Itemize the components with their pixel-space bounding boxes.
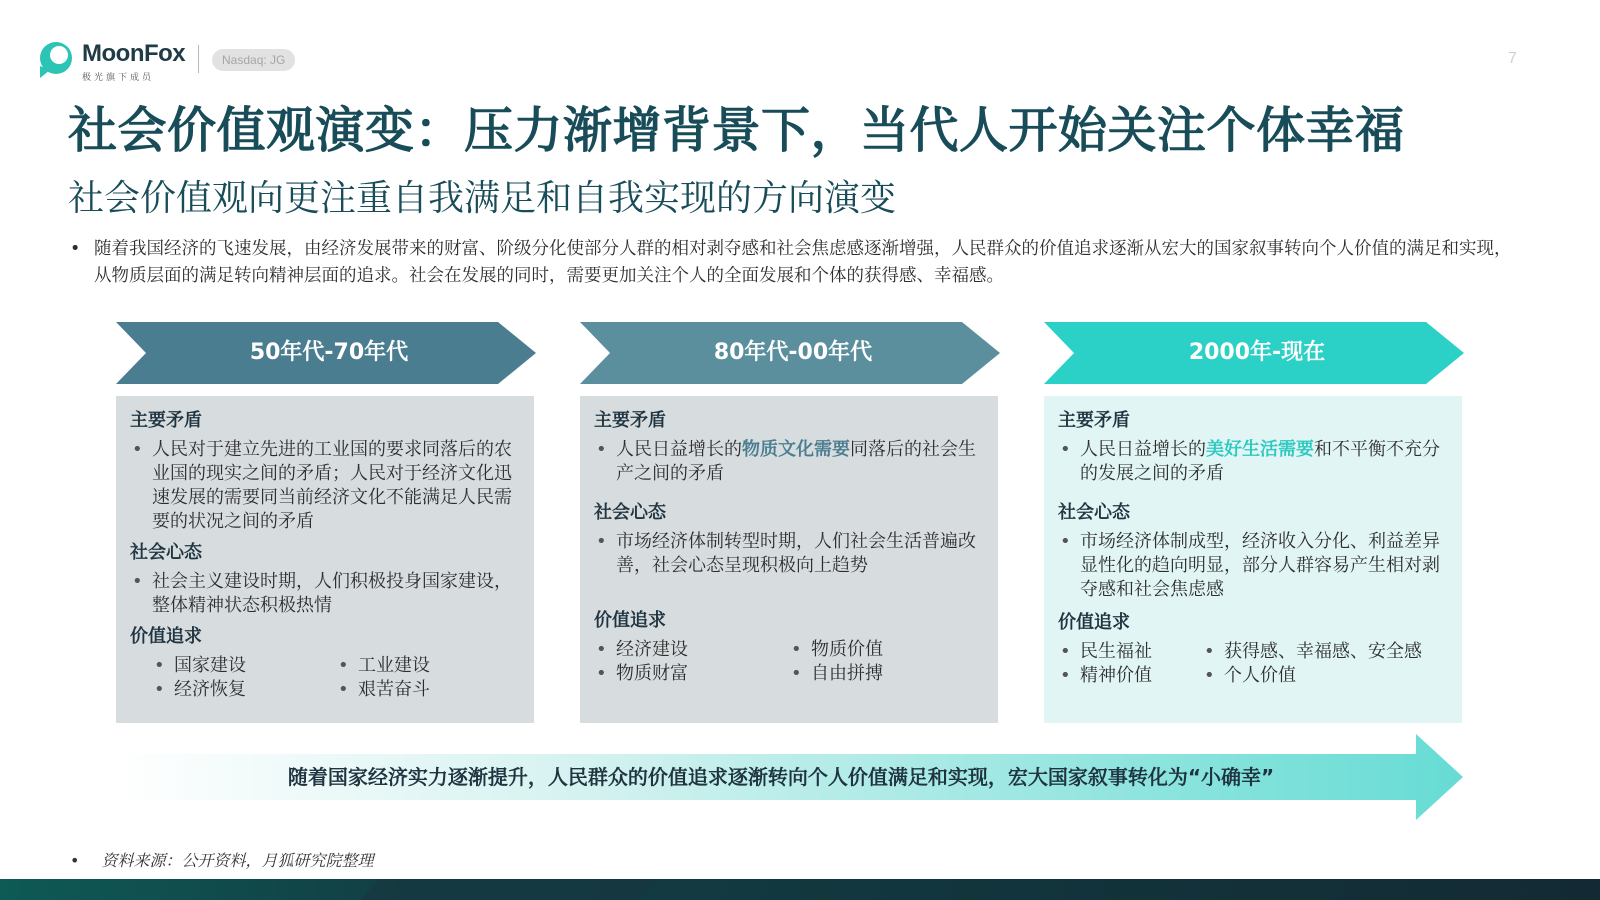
bullet-dot: •: [70, 239, 81, 259]
contradiction-highlight: 物质文化需要: [742, 439, 850, 460]
page-title: 社会价值观演变：压力渐增背景下，当代人开始关注个体幸福: [68, 102, 1405, 159]
value-item: • 工业建设: [336, 654, 520, 678]
source-text: 资料来源：公开资料，月狐研究院整理: [101, 851, 374, 870]
contradiction-text-pre: 人民日益增长的: [616, 439, 742, 460]
mentality-heading: 社会心态: [594, 502, 666, 523]
value-list: [130, 654, 520, 702]
mentality-heading: 社会心态: [130, 542, 202, 563]
value-item: • 艰苦奋斗: [336, 678, 520, 702]
value-item: • 精神价值: [1058, 664, 1202, 688]
contradiction-heading: 主要矛盾: [1058, 410, 1130, 431]
value-item: • 自由拼搏: [789, 662, 984, 686]
contradiction-highlight: 美好生活需要: [1206, 439, 1314, 460]
value-item: • 获得感、幸福感、安全感: [1202, 640, 1448, 664]
era-column-3: [1044, 322, 1464, 723]
era-label: 80年代-00年代: [713, 340, 873, 365]
footer-band: [0, 879, 1600, 900]
logo-divider: [198, 45, 199, 73]
era-column-2: [580, 322, 1000, 723]
era-chevron-1: [116, 322, 536, 384]
era-label: 2000年-现在: [1188, 340, 1326, 365]
era-card-3: [1044, 396, 1462, 723]
moonfox-logo: [36, 40, 185, 90]
value-list: [594, 638, 984, 686]
value-item: • 物质价值: [789, 638, 984, 662]
mentality-text: • 市场经济体制转型时期，人们社会生活普遍改善，社会心态呈现积极向上趋势: [594, 530, 984, 578]
value-item: • 经济恢复: [152, 678, 336, 702]
intro-text: 随着我国经济的飞速发展，由经济发展带来的财富、阶级分化使部分人群的相对剥夺感和社会焦虑感逐渐增强，人民群众的价值追求逐渐从宏大的国家叙事转向个人价值的满足和实现，从物质层面的满足转向精神层面的追求。社会在发展的同时，需要更加关注个人的全面发展和个体的获得感、幸福感。: [94, 239, 1512, 286]
era-label: 50年代-70年代: [249, 340, 409, 365]
contradiction-heading: 主要矛盾: [130, 410, 202, 431]
era-chevron-3: [1044, 322, 1464, 384]
ticker-badge: Nasdaq: JG: [212, 49, 295, 71]
mentality-text: • 社会主义建设时期，人们积极投身国家建设，整体精神状态积极热情: [130, 570, 520, 618]
value-heading: 价值追求: [1058, 612, 1130, 633]
value-heading: 价值追求: [130, 626, 202, 647]
contradiction-text: • 人民对于建立先进的工业国的要求同落后的农业国的现实之间的矛盾；人民对于经济文化迅速发展的需要同当前经济文化不能满足人民需要的状况之间的矛盾: [130, 438, 520, 534]
contradiction-text: [1058, 438, 1448, 486]
value-item: • 国家建设: [152, 654, 336, 678]
intro-paragraph: [70, 236, 1515, 290]
contradiction-heading: 主要矛盾: [594, 410, 666, 431]
value-item: • 个人价值: [1202, 664, 1448, 688]
era-card-1: [116, 396, 534, 723]
page-subtitle: 社会价值观向更注重自我满足和自我实现的方向演变: [68, 178, 897, 219]
value-heading: 价值追求: [594, 610, 666, 631]
contradiction-text: [594, 438, 984, 486]
bullet-dot: •: [70, 851, 80, 870]
value-list: [1058, 640, 1448, 688]
moonfox-logo-icon: [36, 40, 76, 80]
era-chevron-2: [580, 322, 1000, 384]
era-column-1: [116, 322, 536, 723]
conclusion-text: 随着国家经济实力逐渐提升，人民群众的价值追求逐渐转向个人价值满足和实现，宏大国家叙事转化为“小确幸”: [287, 765, 1275, 789]
page-number: 7: [1508, 50, 1517, 67]
brand-subtitle: 极光旗下成员: [82, 73, 155, 83]
value-item: • 物质财富: [594, 662, 789, 686]
era-card-2: [580, 396, 998, 723]
value-item: • 经济建设: [594, 638, 789, 662]
mentality-heading: 社会心态: [1058, 502, 1130, 523]
mentality-text: • 市场经济体制成型，经济收入分化、利益差异显性化的趋向明显，部分人群容易产生相对剥夺感和社会焦虑感: [1058, 530, 1448, 602]
contradiction-text-pre: 人民日益增长的: [1080, 439, 1206, 460]
source-note: [70, 848, 373, 871]
brand-name: MoonFox: [82, 40, 186, 67]
value-item: • 民生福祉: [1058, 640, 1202, 664]
contradiction-text-post: 同落后的社会生产之间的矛盾: [616, 439, 976, 484]
contradiction-text-post: 和不平衡不充分的发展之间的矛盾: [1080, 439, 1440, 484]
